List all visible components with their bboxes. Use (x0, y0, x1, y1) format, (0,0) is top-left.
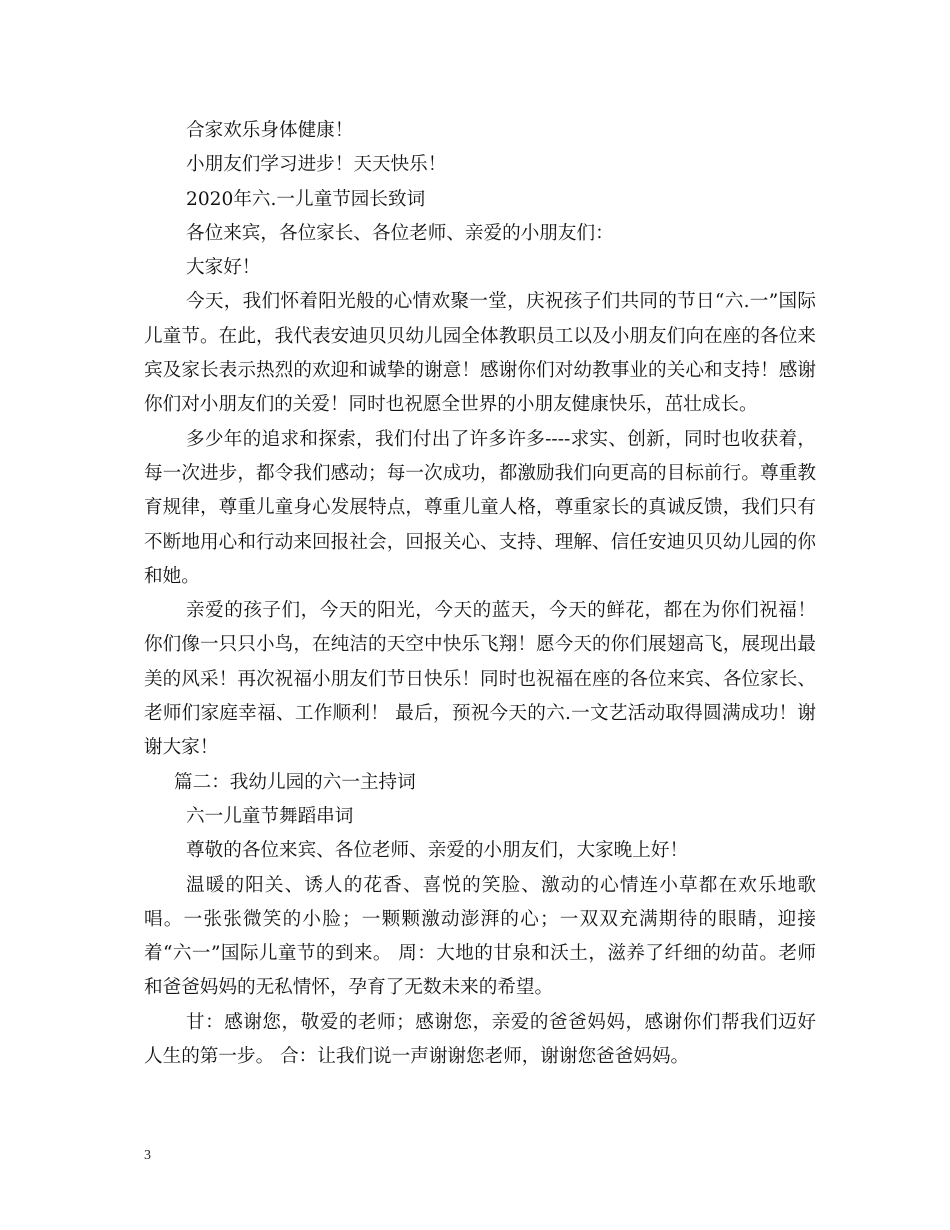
paragraph-closing-wish-1: 合家欢乐身体健康！ (186, 120, 354, 141)
paragraph-host-greeting: 尊敬的各位来宾、各位老师、亲爱的小朋友们，大家晚上好！ (186, 840, 689, 862)
paragraph-closing-wish-2: 小朋友们学习进步！天天快乐！ (186, 154, 447, 176)
paragraph-greeting: 大家好！ (186, 257, 261, 279)
paragraph-blessing: 亲爱的孩子们，今天的阳光，今天的蓝天，今天的鲜花，都在为你们祝福！你们像一只只小鸟，在纯洁的天空中快乐飞翔！愿今天的你们展翅高飞，展现出最美的风采！再次祝福小朋友们节日快乐！同时也祝福在座的各位来宾、各位家长、老师们家庭幸福、工作顺利！ 最后，预祝今天的六.一文艺活动取得圆满成功！谢谢大家！ (144, 600, 816, 759)
section-title-principal-speech: 2020年六.一儿童节园长致词 (186, 188, 426, 210)
paragraph-salutation: 各位来宾，各位家长、各位老师、亲爱的小朋友们： (186, 222, 614, 244)
section-subtitle-dance-script: 六一儿童节舞蹈串词 (186, 805, 354, 827)
paragraph-pursuit: 多少年的追求和探索，我们付出了许多许多----求实、创新，同时也收获着，每一次进步，都令我们感动；每一次成功，都激励我们向更高的目标前行。尊重教育规律，尊重儿童身心发展特点，尊重儿童人格，尊重家长的真诚反馈，我们只有不断地用心和行动来回报社会，回报关心、支持、理解、信任安迪贝贝幼儿园的你和她。 (144, 428, 816, 587)
section-title-part-two: 篇二：我幼儿园的六一主持词 (174, 771, 416, 793)
paragraph-welcome: 今天，我们怀着阳光般的心情欢聚一堂，庆祝孩子们共同的节日“六.一”国际儿童节。在此，我代表安迪贝贝幼儿园全体教职员工以及小朋友们向在座的各位来宾及家长表示热烈的欢迎和诚挚的谢意！感谢你们对幼教事业的关心和支持！感谢你们对小朋友们的关爱！同时也祝愿全世界的小朋友健康快乐，茁壮成长。 (144, 291, 816, 416)
paragraph-warm-sunshine: 温暖的阳关、诱人的花香、喜悦的笑脸、激动的心情连小草都在欢乐地歌唱。一张张微笑的小脸；一颗颗激动澎湃的心；一双双充满期待的眼睛，迎接着“六一”国际儿童节的到来。 周：大地的甘泉和沃土，滋养了纤细的幼苗。老师和爸爸妈妈的无私情怀，孕育了无数未来的希望。 (144, 874, 816, 999)
page-number: 3 (144, 1148, 151, 1163)
document-body (144, 114, 816, 1074)
paragraph-thanks: 甘：感谢您，敬爱的老师；感谢您，亲爱的爸爸妈妈，感谢你们帮我们迈好人生的第一步。 合：让我们说一声谢谢您老师，谢谢您爸爸妈妈。 (144, 1011, 816, 1068)
